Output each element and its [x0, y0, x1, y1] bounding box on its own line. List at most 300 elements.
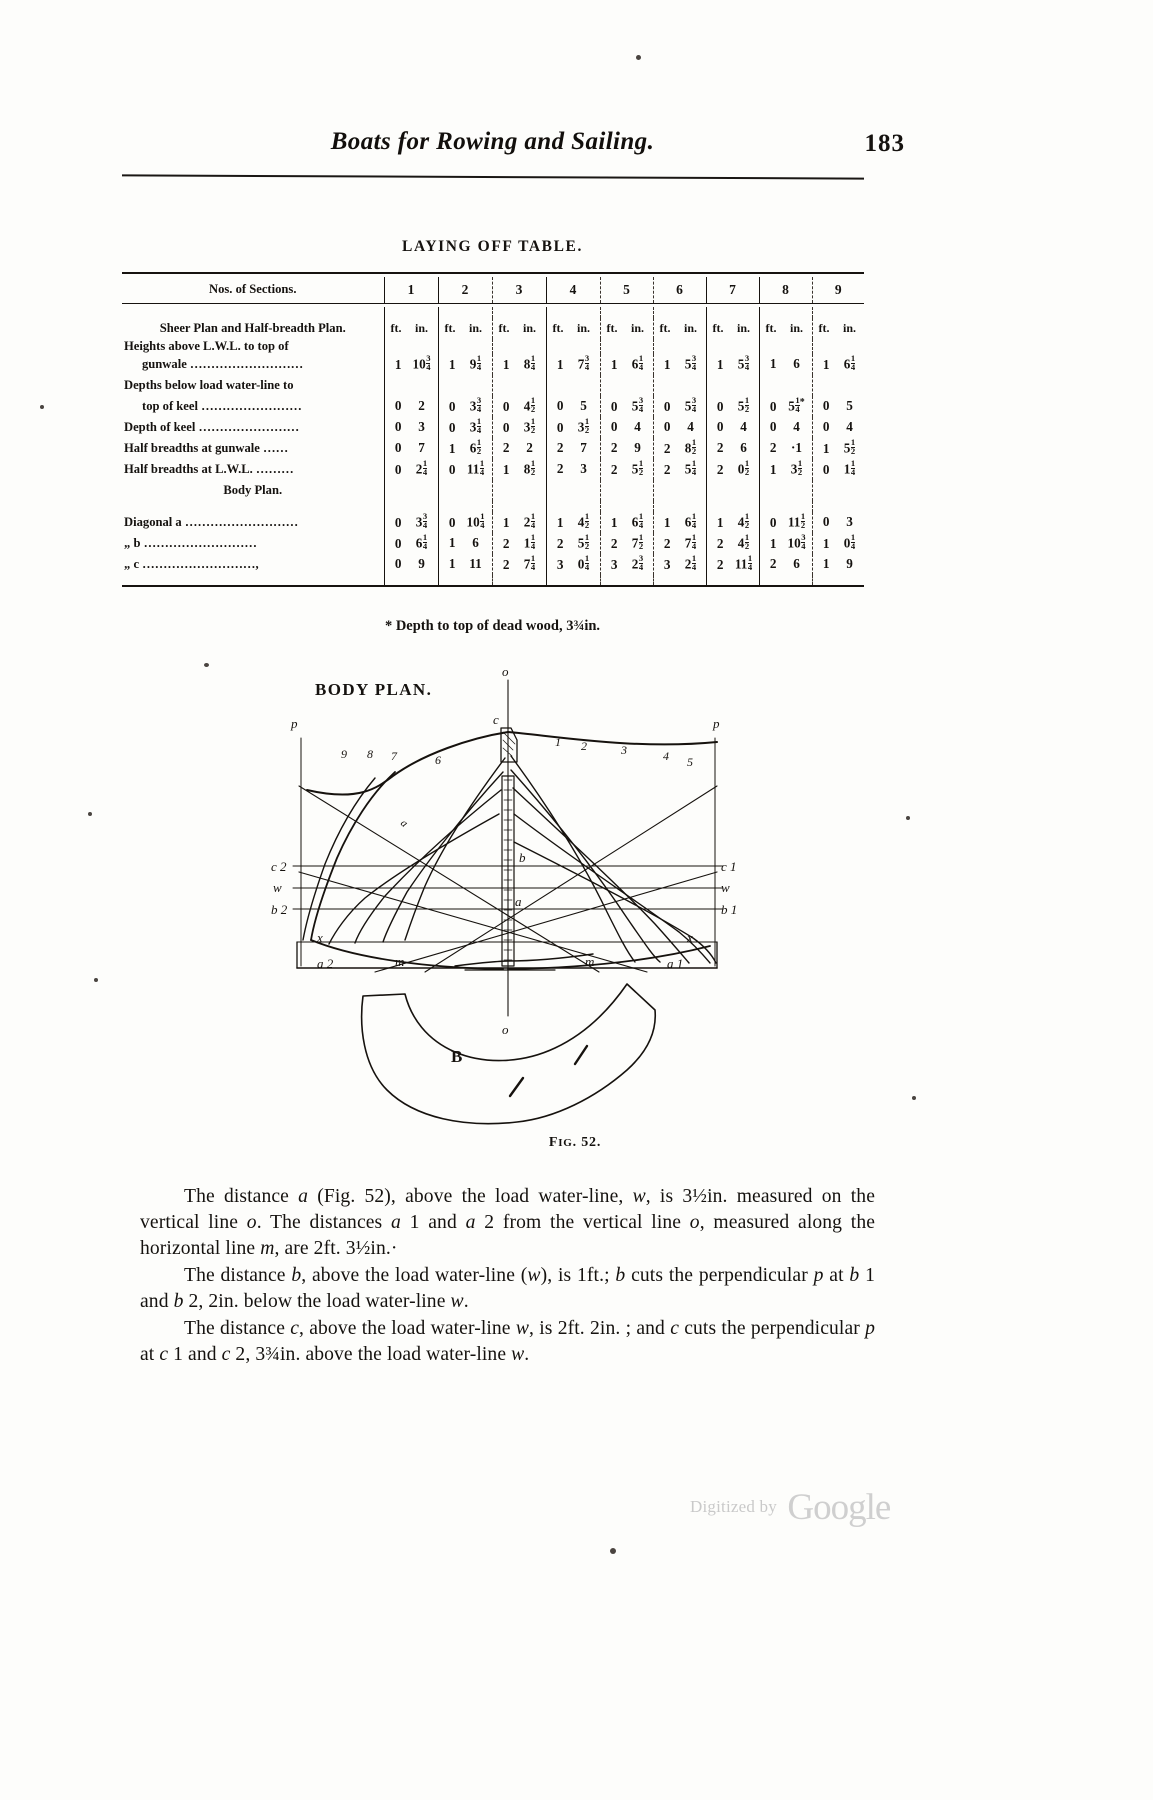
italic-c: c: [670, 1318, 679, 1340]
cell-inches: 6 $\frac{1}{4}$: [631, 511, 644, 531]
cell-inches: 2 $\frac{1}{4}$: [523, 511, 536, 531]
table-row: [122, 438, 864, 459]
fraction: $\frac{1}{4}$: [850, 353, 856, 373]
cell-data-1-5: [600, 396, 653, 417]
cell-inches: 3 $\frac{1}{2}$: [790, 458, 803, 478]
t: 1 and: [168, 1344, 222, 1366]
empty-cell: [812, 375, 864, 396]
cell-inches: 6: [740, 440, 747, 455]
italic-w: w: [450, 1291, 464, 1313]
table-row: [122, 417, 864, 438]
cell-inches: 6: [793, 356, 800, 371]
cell-feet: 1: [448, 356, 456, 372]
cell-feet: 1: [556, 514, 564, 530]
cell-data-2-9: [812, 417, 864, 438]
cell-feet: 2: [663, 440, 671, 456]
cell-data-1-8: [759, 396, 812, 417]
t: , is 2ft. 2in. ; and: [529, 1318, 671, 1340]
sheer-plan-group-label: Sheer Plan and Half-breadth Plan.: [159, 320, 346, 335]
cell-data-2-2: [438, 417, 492, 438]
empty-cell: [384, 375, 438, 396]
fraction: $\frac{1}{4}$: [691, 553, 697, 573]
cell-data-0-8: [759, 354, 812, 375]
cell-feet: 2: [502, 556, 510, 572]
cell-feet: 2: [502, 535, 510, 551]
cell-inches: 7 $\frac{1}{2}$: [631, 532, 644, 552]
cell-feet: 0: [822, 461, 830, 477]
cell-inches: 2 $\frac{1}{4}$: [415, 458, 428, 478]
cell-feet: 0: [663, 398, 671, 414]
paragraph-2: [140, 1263, 875, 1315]
cell-inches: 2: [526, 440, 533, 455]
cell-data-3-6: [653, 438, 706, 459]
cell-data-3-8: [759, 438, 812, 459]
page-number: 183: [864, 130, 905, 157]
cell-feet: 1: [716, 514, 724, 530]
table-row: [122, 459, 864, 480]
cell-diag-0-2: [438, 512, 492, 533]
italic-w: w: [632, 1186, 646, 1207]
t: , are 2ft. 3½in.·: [274, 1238, 398, 1260]
fraction: $\frac{1}{4}$: [638, 511, 644, 531]
cell-inches: 5: [580, 398, 587, 413]
label-c2-left: c 2: [271, 859, 287, 874]
scan-speck: [204, 663, 209, 667]
figure-caption-f: F: [548, 1135, 559, 1150]
cell-diag-2-2: [438, 554, 492, 575]
label-w-right: w: [721, 880, 730, 895]
watermark-brand: Google: [787, 1487, 891, 1528]
unit-in: in.: [468, 321, 482, 335]
cell-feet: 0: [448, 419, 456, 435]
row-label: gunwale ………………………: [142, 356, 304, 371]
units-2: [438, 318, 492, 339]
cell-inches: 4 $\frac{1}{2}$: [577, 511, 590, 531]
cell-inches: 7 $\frac{3}{4}$: [577, 353, 590, 373]
cell-inches: 9: [418, 556, 425, 571]
cell-data-2-8: [759, 417, 812, 438]
section-col-5: 5: [600, 277, 653, 303]
cell-inches: 5 $\frac{1}{2}$: [737, 395, 750, 415]
cell-feet: 1: [448, 535, 456, 550]
figure-caption-num: . 52.: [572, 1135, 602, 1150]
cell-feet: 1: [556, 356, 564, 372]
header-rule: [122, 174, 864, 179]
cell-diag-2-6: [653, 554, 706, 575]
unit-ft: ft.: [552, 321, 564, 335]
cell-diag-1-9: [812, 533, 864, 554]
italic-a: a: [391, 1212, 401, 1234]
fraction: $\frac{1}{2}$: [797, 458, 803, 478]
t: , measured along the horizontal line: [140, 1212, 876, 1260]
t: 2, 2in. below the load water-line: [183, 1291, 451, 1313]
cell-data-1-4: [546, 396, 600, 417]
unit-in: in.: [522, 321, 536, 335]
cell-inches: 6 $\frac{1}{2}$: [469, 437, 482, 457]
cell-feet: 0: [610, 419, 618, 434]
cell-data-1-9: [812, 396, 864, 417]
cell-inches: 9 $\frac{1}{4}$: [469, 353, 482, 373]
fraction: $\frac{3}{4}$: [476, 395, 482, 415]
label-b1-right: b 1: [721, 902, 738, 917]
cell-inches: 6 $\frac{1}{4}$: [631, 353, 644, 373]
cell-inches: 4 $\frac{1}{2}$: [737, 532, 750, 552]
italic-b: b: [615, 1265, 626, 1287]
body-plan-subheader-row: [122, 480, 864, 501]
italic-c: c: [159, 1344, 169, 1366]
cell-feet: 1: [769, 535, 777, 551]
label-b-mid: b: [519, 850, 526, 865]
scan-speck: [906, 816, 910, 820]
station-label-1: 1: [555, 735, 561, 749]
cell-inches: 6 $\frac{1}{4}$: [415, 532, 428, 552]
units-4: [546, 318, 600, 339]
italic-w: w: [511, 1344, 525, 1366]
cell-diag-0-4: [546, 512, 600, 533]
italic-b: b: [291, 1265, 302, 1287]
unit-in: in.: [414, 321, 428, 335]
t: The distance: [184, 1265, 292, 1287]
fraction: $\frac{3}{4}$: [422, 511, 428, 531]
figure-52: [255, 666, 895, 1166]
label-p-right: p: [713, 716, 720, 731]
table-row: [122, 533, 864, 554]
figure-caption: [255, 1135, 895, 1151]
cell-feet: 3: [610, 556, 618, 572]
fraction: $\frac{1}{4}$: [795, 395, 800, 415]
fraction: $\frac{1}{4}$: [638, 353, 644, 373]
table-row: [122, 396, 864, 417]
cell-feet: 2: [716, 461, 724, 477]
units-3: [492, 318, 546, 339]
cell-feet: 2: [502, 440, 510, 455]
fraction: $\frac{3}{4}$: [744, 353, 750, 373]
fraction: $\frac{1}{2}$: [638, 458, 644, 478]
cell-feet: 2: [769, 440, 777, 455]
cell-inches: 4: [634, 419, 641, 434]
cell-feet: 3: [556, 556, 564, 572]
section-col-7: 7: [706, 277, 759, 303]
cell-feet: 0: [394, 514, 402, 530]
cell-inches: 7 $\frac{1}{4}$: [684, 532, 697, 552]
cell-inches: 2 $\frac{3}{4}$: [631, 553, 644, 573]
cell-diag-0-1: [384, 512, 438, 533]
label-a2-left: a 2: [317, 956, 334, 971]
t: 2 from the vertical line: [475, 1212, 690, 1234]
italic-c: c: [221, 1344, 231, 1366]
cell-diag-1-1: [384, 533, 438, 554]
cell-inches: 6: [472, 535, 479, 550]
fraction: $\frac{1}{2}$: [584, 511, 590, 531]
cell-data-1-1: [384, 396, 438, 417]
units-8: [759, 318, 812, 339]
cell-data-3-7: [706, 438, 759, 459]
t: ), is 1ft.;: [540, 1265, 616, 1287]
t: at: [140, 1344, 160, 1366]
italic-p: p: [813, 1265, 824, 1287]
cell-inches: 0 $\frac{1}{4}$: [843, 532, 856, 552]
italic-a: a: [298, 1186, 309, 1207]
fraction: $\frac{1}{4}$: [584, 553, 590, 573]
cell-data-4-6: [653, 459, 706, 480]
cell-inches: 2: [418, 398, 425, 413]
cell-inches: 3 $\frac{1}{4}$: [469, 416, 482, 436]
label-w-left: w: [273, 880, 282, 895]
corner-label: Nos. of Sections.: [209, 282, 297, 297]
cell-data-1-3: [492, 396, 546, 417]
cell-inches: 4: [846, 419, 853, 434]
units-5: [600, 318, 653, 339]
fraction: $\frac{3}{4}$: [638, 395, 644, 415]
running-head: [120, 128, 905, 174]
label-m-right: m: [585, 954, 595, 969]
cell-diag-1-4: [546, 533, 600, 554]
cell-data-0-1: [384, 354, 438, 375]
cell-feet: 2: [610, 535, 618, 551]
cell-inches: 2 $\frac{1}{4}$: [684, 553, 697, 573]
cell-data-0-5: [600, 354, 653, 375]
cell-diag-1-2: [438, 533, 492, 554]
cell-inches: 3 $\frac{3}{4}$: [415, 511, 428, 531]
cell-inches: 0 $\frac{1}{4}$: [577, 553, 590, 573]
cell-feet: 1: [502, 514, 510, 530]
label-a-mid: a: [515, 894, 522, 909]
cell-inches: 4: [793, 419, 800, 434]
body-plan-drawing: [255, 666, 895, 1166]
cell-feet: 1: [822, 556, 830, 571]
cell-inches: 10 $\frac{3}{4}$: [412, 353, 431, 373]
cell-feet: 1: [448, 556, 456, 571]
italic-a: a: [465, 1212, 476, 1234]
fraction: $\frac{1}{2}$: [744, 532, 750, 552]
table-header-row: [122, 277, 864, 303]
cell-data-0-4: [546, 354, 600, 375]
cell-feet: 0: [502, 419, 510, 435]
cell-inches: 5 $\frac{1}{2}$: [577, 532, 590, 552]
fraction: $\frac{1}{4}$: [480, 511, 485, 531]
cell-feet: 0: [448, 514, 456, 530]
fraction: $\frac{1}{4}$: [422, 458, 428, 478]
cell-inches: 3 $\frac{1}{2}$: [577, 416, 590, 436]
cell-feet: 0: [502, 398, 510, 414]
station-label-9: 9: [341, 747, 347, 761]
cell-feet: 2: [556, 440, 564, 455]
cell-inches: 10 $\frac{1}{4}$: [466, 511, 485, 531]
station-label-2: 2: [581, 739, 587, 753]
unit-ft: ft.: [390, 321, 402, 335]
t: .: [524, 1344, 530, 1366]
label-x-left: x: [317, 930, 323, 945]
label-o-top: o: [502, 666, 509, 679]
cell-feet: 1: [822, 356, 830, 372]
t: cuts the perpendicular: [678, 1318, 866, 1340]
cell-feet: 2: [610, 440, 618, 455]
cell-data-3-9: [812, 438, 864, 459]
cell-data-1-7: [706, 396, 759, 417]
fraction: $\frac{1}{2}$: [800, 511, 806, 531]
cell-data-3-1: [384, 438, 438, 459]
section-col-9: 9: [812, 277, 864, 303]
cell-inches: 11 $\frac{1}{4}$: [734, 553, 753, 573]
italic-b: b: [173, 1291, 184, 1313]
t: (Fig. 52), above the load water-line,: [308, 1186, 633, 1207]
fraction: $\frac{1}{2}$: [476, 437, 482, 457]
cell-data-4-8: [759, 459, 812, 480]
cell-feet: 0: [716, 419, 724, 434]
fraction: $\frac{1}{2}$: [530, 458, 536, 478]
t: The distance: [184, 1186, 299, 1207]
cell-feet: 0: [556, 419, 564, 435]
cell-diag-0-3: [492, 512, 546, 533]
table-row: [122, 354, 864, 375]
section-col-2: 2: [438, 277, 492, 303]
t: . The distances: [256, 1212, 391, 1234]
table-row: [122, 512, 864, 533]
cell-feet: 0: [556, 398, 564, 413]
cell-diag-2-7: [706, 554, 759, 575]
cell-inches: 5 $\frac{1}{2}$: [843, 437, 856, 457]
cell-inches: 4: [740, 419, 747, 434]
cell-inches: ·1: [791, 440, 802, 455]
fraction: $\frac{1}{2}$: [744, 395, 750, 415]
cell-diag-1-6: [653, 533, 706, 554]
row-label: Depth of keel ……………………: [124, 419, 300, 434]
cell-data-1-2: [438, 396, 492, 417]
unit-in: in.: [789, 321, 803, 335]
station-label-7: 7: [391, 749, 397, 763]
empty-cell: [706, 375, 759, 396]
fraction: $\frac{1}{4}$: [691, 511, 697, 531]
t: , above the load water-line (: [301, 1265, 528, 1287]
section-col-8: 8: [759, 277, 812, 303]
cell-inches: 10 $\frac{3}{4}$: [787, 532, 806, 552]
fraction: $\frac{1}{4}$: [476, 353, 482, 373]
t: at: [823, 1265, 850, 1287]
italic-o: o: [246, 1212, 257, 1234]
cell-diag-2-1: [384, 554, 438, 575]
units-7: [706, 318, 759, 339]
fraction: $\frac{1}{2}$: [584, 416, 590, 436]
label-B: B: [451, 1047, 463, 1066]
scan-speck: [912, 1096, 916, 1100]
cell-feet: 0: [769, 514, 777, 530]
empty-cell: [653, 375, 706, 396]
cell-inches: 8 $\frac{1}{2}$: [684, 437, 697, 457]
cell-diag-2-4: [546, 554, 600, 575]
italic-b: b: [849, 1265, 860, 1287]
label-c1-right: c 1: [721, 859, 737, 874]
station-label-8: 8: [367, 747, 373, 761]
t: 2, 3¾in. above the load water-line: [230, 1344, 512, 1366]
cell-inches: 5 $\frac{1}{4}$: [684, 458, 697, 478]
italic-p: p: [865, 1318, 876, 1340]
cell-inches: 3: [846, 514, 853, 529]
section-col-4: 4: [546, 277, 600, 303]
cell-inches: 7 $\frac{1}{4}$: [523, 553, 536, 573]
cell-feet: 1: [769, 461, 777, 477]
scan-speck: [610, 1548, 616, 1554]
cell-data-0-7: [706, 354, 759, 375]
laying-off-table: [122, 272, 864, 590]
scan-speck: [636, 55, 641, 60]
cell-data-2-6: [653, 417, 706, 438]
cell-feet: 0: [822, 514, 830, 529]
fraction: $\frac{3}{4}$: [426, 353, 431, 373]
fraction: $\frac{1}{2}$: [744, 458, 750, 478]
cell-diag-1-8: [759, 533, 812, 554]
empty-cell: [438, 375, 492, 396]
cell-feet: 0: [394, 398, 402, 413]
cell-inches: 1 $\frac{1}{4}$: [523, 532, 536, 552]
cell-data-3-5: [600, 438, 653, 459]
cell-feet: 2: [716, 556, 724, 572]
row-label-line1: Depths below load water-line to: [124, 377, 294, 392]
cell-feet: 0: [663, 419, 671, 434]
cell-inches: 6 $\frac{1}{4}$: [684, 511, 697, 531]
cell-inches: 3: [580, 461, 587, 476]
cell-feet: 0: [769, 398, 777, 414]
fraction: $\frac{1}{2}$: [850, 437, 856, 457]
cell-diag-1-7: [706, 533, 759, 554]
cell-feet: 0: [822, 398, 830, 413]
cell-inches: 1 $\frac{1}{4}$: [843, 458, 856, 478]
cell-feet: 1: [663, 356, 671, 372]
cell-inches: 5 $\frac{1}{4}$ *: [788, 395, 805, 415]
label-b2-left: b 2: [271, 902, 288, 917]
label-diagonal-a: a: [398, 817, 410, 830]
row-0-label-line1: Heights above L.W.L. to top of: [124, 338, 289, 353]
figure-caption-ig: IG: [558, 1137, 573, 1149]
cell-feet: 3: [663, 556, 671, 572]
cell-data-2-7: [706, 417, 759, 438]
cell-diag-2-8: [759, 554, 812, 575]
footnote-marker: *: [799, 397, 805, 409]
section-col-6: 6: [653, 277, 706, 303]
cell-diag-0-7: [706, 512, 759, 533]
cell-data-2-1: [384, 417, 438, 438]
cell-inches: 11 $\frac{1}{2}$: [787, 511, 806, 531]
units-row: [122, 318, 864, 339]
cell-data-4-5: [600, 459, 653, 480]
section-col-1: 1: [384, 277, 438, 303]
fraction: $\frac{1}{4}$: [422, 532, 428, 552]
italic-m: m: [260, 1238, 275, 1260]
cell-data-0-9: [812, 354, 864, 375]
cell-inches: 4: [687, 419, 694, 434]
cell-feet: 2: [556, 461, 564, 476]
label-x-right: x: [687, 930, 693, 945]
station-label-4: 4: [663, 749, 669, 763]
cell-feet: 1: [822, 440, 830, 456]
t: , is 3½in. measured on the vertical line: [140, 1186, 875, 1234]
unit-ft: ft.: [498, 321, 510, 335]
cell-inches: 0 $\frac{1}{2}$: [737, 458, 750, 478]
cell-feet: 2: [556, 535, 564, 551]
cell-data-4-4: [546, 459, 600, 480]
cell-diag-0-9: [812, 512, 864, 533]
cell-feet: 0: [448, 461, 456, 477]
station-label-5: 5: [687, 755, 693, 769]
paragraph-3: [140, 1316, 875, 1368]
empty-cell: [492, 375, 546, 396]
table-row: [122, 554, 864, 575]
cell-diag-2-3: [492, 554, 546, 575]
cell-diag-0-8: [759, 512, 812, 533]
cell-inches: 11 $\frac{1}{4}$: [466, 458, 485, 478]
cell-feet: 0: [394, 440, 402, 455]
cell-data-3-2: [438, 438, 492, 459]
empty-cell: [600, 375, 653, 396]
